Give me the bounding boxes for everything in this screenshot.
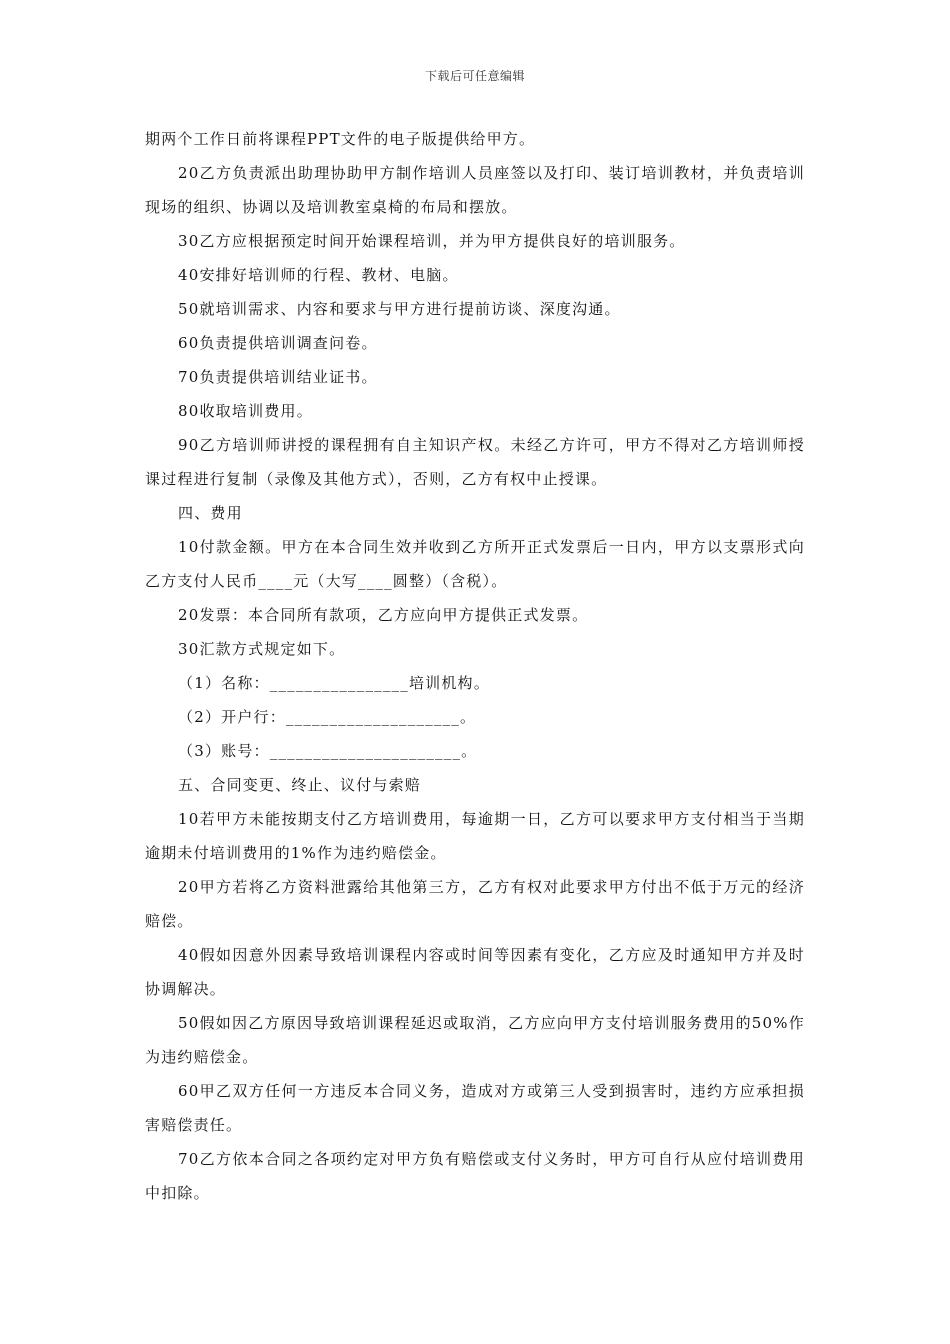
bank-branch-line: （2）开户行：____________________。	[178, 708, 477, 726]
paragraph-23: 70乙方依本合同之各项约定对甲方负有赔偿或支付义务时，甲方可自行从应付培训费用中扣除。	[145, 1150, 805, 1202]
paragraph-4: 40安排好培训师的行程、教材、电脑。	[178, 266, 459, 284]
page-header: 下载后可任意编辑	[424, 69, 525, 83]
paragraph-12: 20发票：本合同所有款项，乙方应向甲方提供正式发票。	[178, 606, 589, 624]
paragraph-20: 40假如因意外因素导致培训课程内容或时间等因素有变化，乙方应及时通知甲方并及时协调解决。	[145, 946, 805, 998]
paragraph-8: 80收取培训费用。	[178, 402, 313, 420]
bank-name-line: （1）名称：________________培训机构。	[178, 674, 490, 692]
bank-account-line: （3）账号：______________________。	[178, 742, 478, 760]
paragraph-9: 90乙方培训师讲授的课程拥有自主知识产权。未经乙方许可，甲方不得对乙方培训师授课过程进行复制（录像及其他方式），否则，乙方有权中止授课。	[145, 436, 805, 488]
paragraph-22: 60甲乙双方任何一方违反本合同义务，造成对方或第三人受到损害时，违约方应承担损害赔偿责任。	[145, 1082, 805, 1134]
section-heading-changes: 五、合同变更、终止、议付与索赔	[178, 776, 422, 794]
paragraph-21: 50假如因乙方原因导致培训课程延迟或取消，乙方应向甲方支付培训服务费用的50%作为违约赔偿金。	[145, 1014, 805, 1066]
paragraph-11: 10付款金额。甲方在本合同生效并收到乙方所开正式发票后一日内，甲方以支票形式向乙方支付人民币____元（大写____圆整）（含税）。	[145, 538, 805, 590]
paragraph-2: 20乙方负责派出助理协助甲方制作培训人员座签以及打印、装订培训教材，并负责培训现场的组织、协调以及培训教室桌椅的布局和摆放。	[145, 164, 805, 216]
document-body	[145, 122, 805, 1210]
paragraph-3: 30乙方应根据预定时间开始课程培训，并为甲方提供良好的培训服务。	[178, 232, 686, 250]
paragraph-18: 10若甲方未能按期支付乙方培训费用，每逾期一日，乙方可以要求甲方支付相当于当期逾期未付培训费用的1%作为违约赔偿金。	[145, 810, 805, 862]
paragraph-1: 期两个工作日前将课程PPT文件的电子版提供给甲方。	[145, 130, 536, 148]
paragraph-19: 20甲方若将乙方资料泄露给其他第三方，乙方有权对此要求甲方付出不低于万元的经济赔偿。	[145, 878, 805, 930]
paragraph-5: 50就培训需求、内容和要求与甲方进行提前访谈、深度沟通。	[178, 300, 621, 318]
paragraph-13: 30汇款方式规定如下。	[178, 640, 346, 658]
paragraph-7: 70负责提供培训结业证书。	[178, 368, 378, 386]
paragraph-6: 60负责提供培训调查问卷。	[178, 334, 378, 352]
section-heading-fees: 四、费用	[178, 504, 243, 522]
